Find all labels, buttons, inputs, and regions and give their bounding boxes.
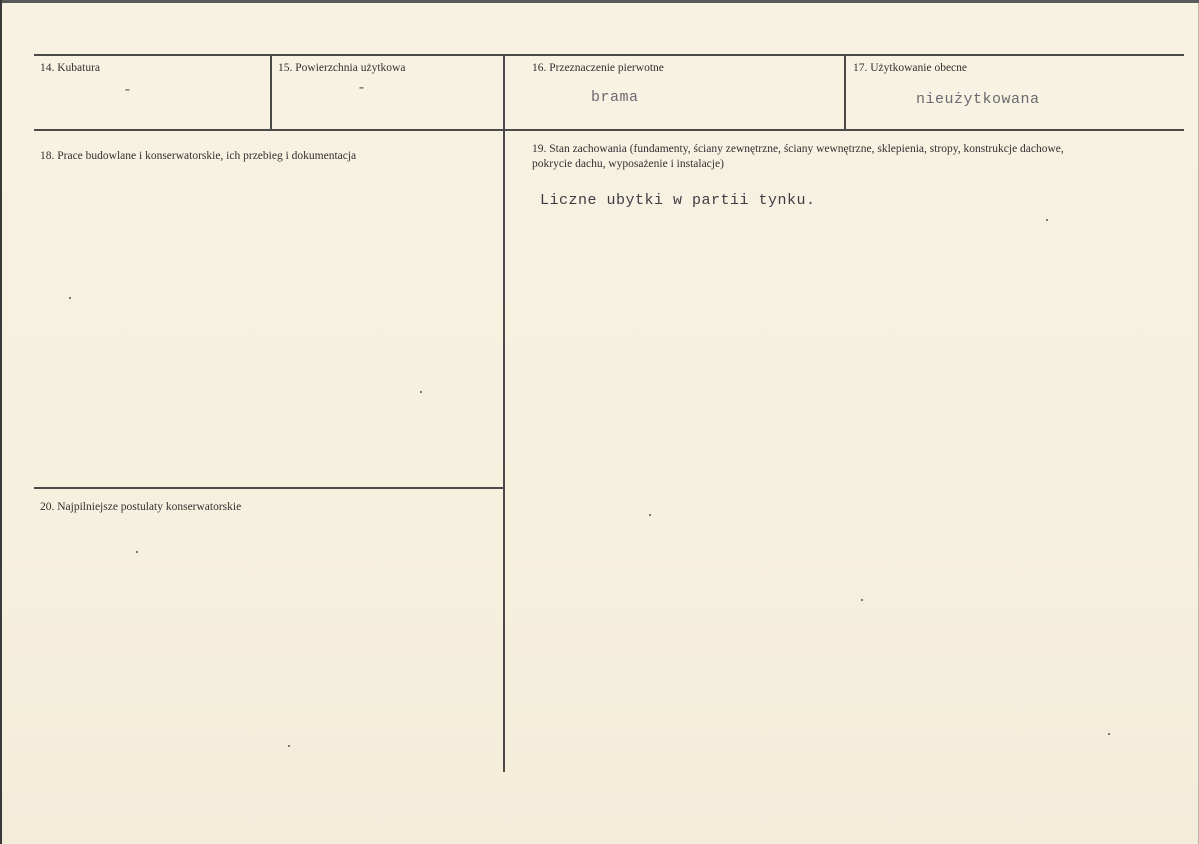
field-15-label: 15. Powierzchnia użytkowa (278, 62, 406, 74)
paper-speck (649, 514, 651, 516)
field-18-label: 18. Prace budowlane i konserwatorskie, ich przebieg i dokumentacja (40, 150, 357, 162)
field-17-label: 17. Użytkowanie obecne (853, 62, 968, 74)
field-19-value: Liczne ubytki w partii tynku. (540, 192, 816, 209)
rule-col-3 (844, 56, 846, 129)
paper-speck (69, 297, 71, 299)
field-17-value: nieużytkowana (916, 91, 1040, 108)
paper-speck (861, 599, 863, 601)
field-16-label: 16. Przeznaczenie pierwotne (532, 62, 664, 74)
paper-speck (136, 551, 138, 553)
field-16-value: brama (591, 89, 639, 106)
paper-speck (1108, 733, 1110, 735)
rule-col-2 (503, 56, 505, 772)
card-top-edge (2, 0, 1199, 3)
paper-speck (288, 745, 290, 747)
rule-lower-left (34, 487, 504, 489)
paper-speck (420, 391, 422, 393)
rule-middle (34, 129, 1184, 131)
field-19-label: 19. Stan zachowania (fundamenty, ściany zewnętrzne, ściany wewnętrzne, sklepienia, stropy, konstrukcje dachowe, pokrycie dachu, wyposażenie i instalacje) (532, 143, 1064, 170)
paper-speck (1046, 219, 1048, 221)
field-14-label: 14. Kubatura (40, 62, 101, 74)
rule-col-1 (270, 56, 272, 129)
field-15-value: - (357, 80, 367, 97)
field-20-label: 20. Najpilniejsze postulaty konserwatorskie (40, 501, 242, 513)
field-14-value: - (123, 82, 133, 99)
rule-top (34, 54, 1184, 56)
